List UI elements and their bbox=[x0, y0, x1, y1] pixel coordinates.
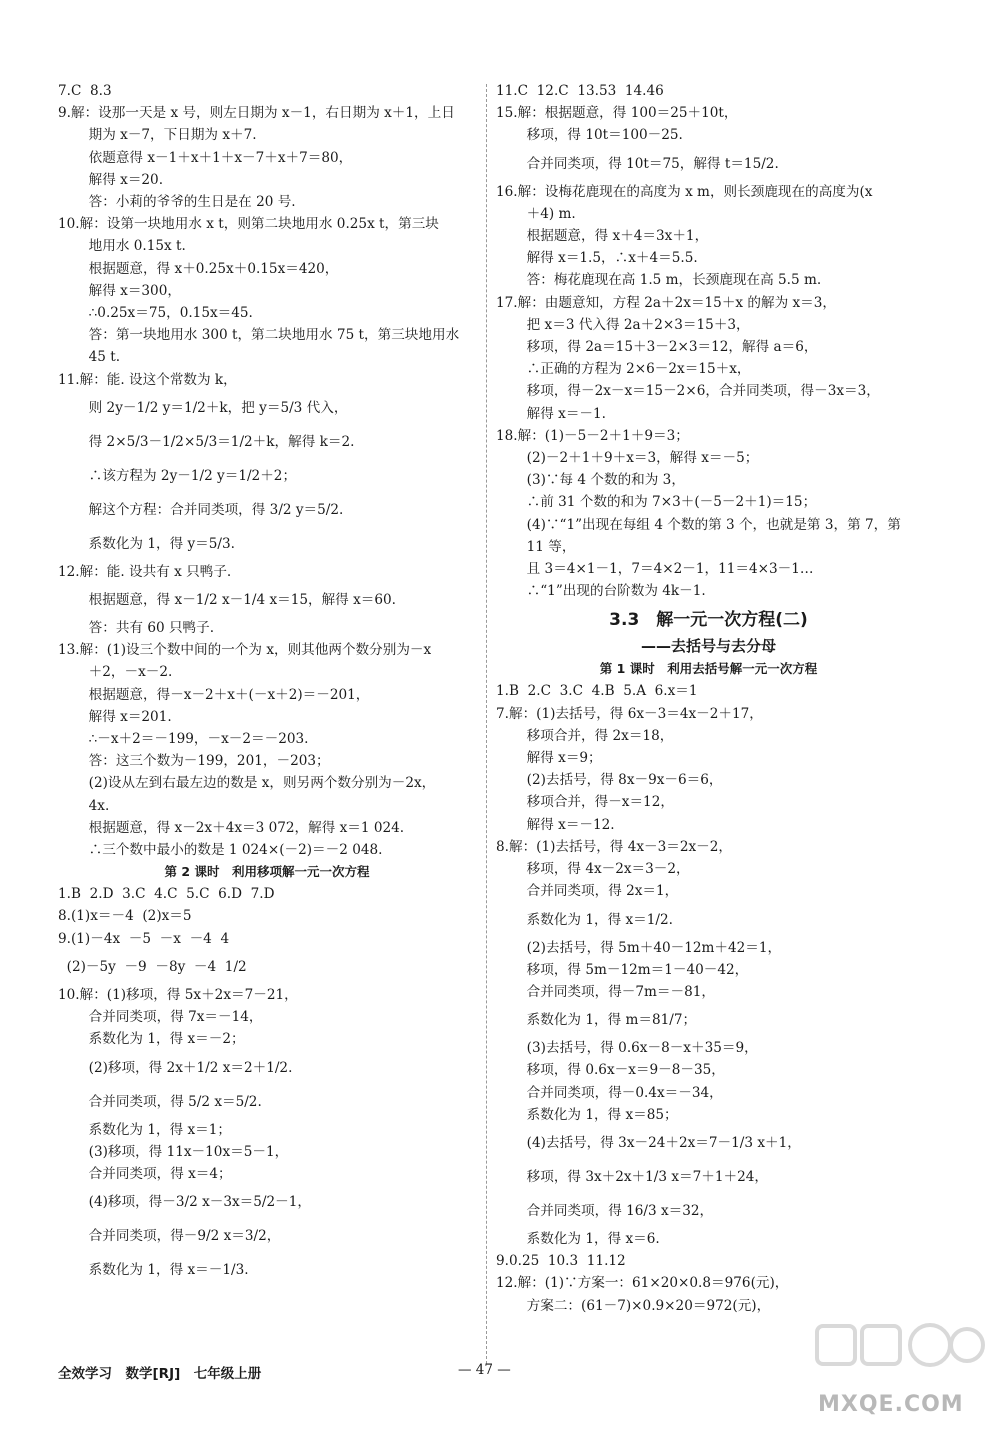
column-divider bbox=[486, 84, 488, 1364]
answer-line: 11.C 12.C 13.53 14.46 bbox=[496, 83, 664, 99]
answer-line: 9.解：设那一天是 x 号，则左日期为 x－1，右日期为 x＋1，上日 bbox=[58, 105, 455, 122]
lesson-heading: 第 2 课时 利用移项解一元一次方程 bbox=[164, 864, 370, 880]
answer-line: (3)移项，得 11x－10x＝5－1， bbox=[80, 1143, 289, 1160]
answer-line: 期为 x－7，下日期为 x＋7. bbox=[80, 127, 257, 144]
answer-line: 11 等， bbox=[518, 538, 576, 555]
section-title: 3.3 解一元一次方程(二) bbox=[609, 610, 808, 631]
lesson-heading: 第 1 课时 利用去括号解一元一次方程 bbox=[599, 661, 818, 677]
answer-line: 把 x＝3 代入得 2a＋2×3＝15＋3， bbox=[518, 316, 750, 333]
answer-line: 根据题意，得 x－2x＋4x＝3 072，解得 x＝1 024. bbox=[80, 819, 405, 836]
answer-line: 12.解：能. 设共有 x 只鸭子. bbox=[58, 563, 232, 580]
answer-line: 系数化为 1，得 x＝85； bbox=[518, 1106, 678, 1123]
answer-line: 11.解：能. 设这个常数为 k， bbox=[58, 371, 237, 388]
answer-line: 合并同类项，得 7x＝－14， bbox=[80, 1009, 263, 1026]
answer-line: 系数化为 1，得 x＝1/2. bbox=[518, 911, 673, 928]
answer-line: (4)∵“1”出现在每组 4 个数的第 3 个，也就是第 3，第 7，第 bbox=[518, 516, 901, 533]
answer-line: ∴正确的方程为 2×6－2x＝15＋x， bbox=[518, 361, 751, 378]
answer-line: 解得 x＝201. bbox=[80, 708, 172, 725]
answer-line: 根据题意，得 x＋4＝3x＋1， bbox=[518, 228, 709, 245]
answer-line: 7.C 8.3 bbox=[58, 83, 112, 99]
answer-line: 移项，得 4x－2x＝3－2， bbox=[518, 861, 690, 878]
answer-line: 移项，得 5m－12m＝1－40－42， bbox=[518, 961, 749, 978]
answer-line: ∴三个数中最小的数是 1 024×(－2)＝－2 048. bbox=[80, 842, 383, 859]
answer-line: 系数化为 1，得 x＝－1/3. bbox=[80, 1262, 249, 1279]
answer-line: 解得 x＝9； bbox=[518, 750, 602, 767]
answer-line: 合并同类项，得 x＝4； bbox=[80, 1165, 232, 1182]
answer-line: ∴该方程为 2y－1/2 y＝1/2＋2； bbox=[80, 467, 297, 484]
answer-line: 系数化为 1，得 x＝6. bbox=[518, 1230, 660, 1247]
answer-line: ∴0.25x＝75，0.15x＝45. bbox=[80, 305, 253, 322]
answer-line: 合并同类项，得 16/3 x＝32， bbox=[518, 1202, 714, 1219]
answer-line: 7.解：(1)去括号，得 6x－3＝4x－2＋17， bbox=[496, 705, 763, 722]
answer-line: 9.(1)－4x －5 －x －4 4 bbox=[58, 930, 230, 947]
answer-line: 移项，得－2x－x＝15－2×6，合并同类项，得－3x＝3， bbox=[518, 383, 880, 400]
answer-line: 答：这三个数为－199，201，－203； bbox=[80, 753, 330, 770]
answer-line: 12.解：(1)∵方案一：61×20×0.8＝976(元)， bbox=[496, 1275, 789, 1292]
answer-line: 9.0.25 10.3 11.12 bbox=[496, 1253, 626, 1270]
answer-line: 答：共有 60 只鸭子. bbox=[80, 620, 215, 637]
answer-line: (2)去括号，得 8x－9x－6＝6， bbox=[518, 772, 723, 789]
answer-line: (2)－2＋1＋9＋x＝3，解得 x＝－5； bbox=[518, 450, 759, 467]
answer-line: (2)设从左到右最左边的数是 x，则另两个数分别为－2x， bbox=[80, 775, 436, 792]
answer-line: ∴－x＋2＝－199，－x－2＝－203. bbox=[80, 731, 309, 748]
answer-line: 系数化为 1，得 x＝－2； bbox=[80, 1031, 245, 1048]
answer-line: 根据题意，得－x－2＋x＋(－x＋2)＝－201， bbox=[80, 686, 370, 703]
answer-line: 解得 x＝－12. bbox=[518, 816, 615, 833]
answer-line: 方案二：(61－7)×0.9×20＝972(元)， bbox=[518, 1297, 771, 1314]
answer-line: ∴“1”出现的台阶数为 4k－1. bbox=[518, 583, 706, 600]
left-column bbox=[58, 80, 476, 1287]
answer-line: 解得 x＝1.5，∴x＋4＝5.5. bbox=[518, 250, 698, 267]
answer-line: 13.解：(1)设三个数中间的一个为 x，则其他两个数分别为－x bbox=[58, 642, 432, 659]
answer-line: 1.B 2.D 3.C 4.C 5.C 6.D 7.D bbox=[58, 886, 275, 903]
answer-line: ∴前 31 个数的和为 7×3＋(－5－2＋1)＝15； bbox=[518, 494, 817, 511]
answer-line: 合并同类项，得 2x＝1， bbox=[518, 883, 679, 900]
answer-line: 根据题意，得 x－1/2 x－1/4 x＝15，解得 x＝60. bbox=[80, 592, 396, 609]
answer-line: (3)∵每 4 个数的和为 3， bbox=[518, 472, 685, 489]
answer-line: 移项，得 2a＝15＋3－2×3＝12，解得 a＝6， bbox=[518, 339, 818, 356]
answer-line: 移项，得 10t＝100－25. bbox=[518, 127, 683, 144]
answer-line: (2)－5y －9 －8y －4 1/2 bbox=[58, 958, 247, 975]
answer-line: 且 3＝4×1－1，7＝4×2－1，11＝4×3－1… bbox=[518, 561, 814, 578]
answer-line: 合并同类项，得－0.4x＝－34， bbox=[518, 1084, 723, 1101]
page-number: — 47 — bbox=[458, 1362, 511, 1378]
answer-line: 答：小莉的爷爷的生日是在 20 号. bbox=[80, 194, 296, 211]
answer-line: 合并同类项，得－9/2 x＝3/2， bbox=[80, 1228, 281, 1245]
answer-line: 15.解：根据题意，得 100＝25＋10t， bbox=[496, 105, 738, 122]
section-subtitle: ——去括号与去分母 bbox=[640, 637, 776, 656]
answer-line: 答：第一块地用水 300 t，第二块地用水 75 t，第三块地用水 bbox=[80, 327, 460, 344]
answer-line: 8.解：(1)去括号，得 4x－3＝2x－2， bbox=[496, 838, 733, 855]
answer-line: 18.解：(1)－5－2＋1＋9＝3； bbox=[496, 427, 689, 444]
answer-line: (3)去括号，得 0.6x－8－x＋35＝9， bbox=[518, 1040, 758, 1057]
answer-line: 依题意得 x－1＋x＋1＋x－7＋x＋7＝80， bbox=[80, 149, 353, 166]
answer-line: 45 t. bbox=[80, 349, 121, 366]
answer-line: 4x. bbox=[80, 797, 110, 814]
answer-line: 解得 x＝20. bbox=[80, 171, 164, 188]
answer-line: 移项合并，得 2x＝18， bbox=[518, 727, 674, 744]
answer-line: 系数化为 1，得 y＝5/3. bbox=[80, 535, 235, 552]
answer-line: 1.B 2.C 3.C 4.B 5.A 6.x＝1 bbox=[496, 683, 698, 700]
right-column bbox=[496, 80, 921, 1317]
answer-line: (4)移项，得－3/2 x－3x＝5/2－1， bbox=[80, 1194, 311, 1211]
answer-line: 解得 x＝－1. bbox=[518, 405, 606, 422]
answer-line: 得 2×5/3－1/2×5/3＝1/2＋k，解得 k＝2. bbox=[80, 433, 355, 450]
answer-line: 移项，得 0.6x－x＝9－8－35， bbox=[518, 1062, 725, 1079]
answer-line: 合并同类项，得 5/2 x＝5/2. bbox=[80, 1093, 262, 1110]
answer-line: ＋2，－x－2. bbox=[80, 664, 173, 681]
answer-line: 解这个方程：合并同类项，得 3/2 y＝5/2. bbox=[80, 501, 344, 518]
answer-line: 8.(1)x＝－4 (2)x＝5 bbox=[58, 908, 192, 925]
watermark-text: MXQE.COM bbox=[818, 1392, 964, 1417]
answer-line: 移项合并，得－x＝12， bbox=[518, 794, 674, 811]
answer-line: 合并同类项，得 10t＝75，解得 t＝15/2. bbox=[518, 155, 779, 172]
answer-line: 答：梅花鹿现在高 1.5 m，长颈鹿现在高 5.5 m. bbox=[518, 272, 822, 289]
answer-line: 则 2y－1/2 y＝1/2＋k，把 y＝5/3 代入， bbox=[80, 399, 348, 416]
answer-line: 移项，得 3x＋2x＋1/3 x＝7＋1＋24， bbox=[518, 1168, 768, 1185]
answer-line: 解得 x＝300， bbox=[80, 282, 181, 299]
answer-line: 17.解：由题意知，方程 2a＋2x＝15＋x 的解为 x＝3， bbox=[496, 294, 837, 311]
answer-line: 根据题意，得 x＋0.25x＋0.15x＝420， bbox=[80, 260, 339, 277]
answer-line: 系数化为 1，得 x＝1； bbox=[80, 1121, 231, 1138]
answer-line: ＋4) m. bbox=[518, 205, 576, 222]
answer-line: 合并同类项，得－7m＝－81， bbox=[518, 983, 716, 1000]
answer-line: 10.解：设第一块地用水 x t，则第二块地用水 0.25x t，第三块 bbox=[58, 216, 439, 233]
answer-line: (2)去括号，得 5m＋40－12m＋42＝1， bbox=[518, 939, 782, 956]
answer-line: 地用水 0.15x t. bbox=[80, 238, 186, 255]
answer-line: 10.解：(1)移项，得 5x＋2x＝7－21， bbox=[58, 986, 298, 1003]
answer-line: (2)移项，得 2x＋1/2 x＝2＋1/2. bbox=[80, 1059, 293, 1076]
book-footer: 全效学习 数学[RJ] 七年级上册 bbox=[58, 1366, 262, 1382]
answer-line: 系数化为 1，得 m＝81/7； bbox=[518, 1012, 697, 1029]
answer-line: 16.解：设梅花鹿现在的高度为 x m，则长颈鹿现在的高度为(x bbox=[496, 183, 873, 200]
answer-line: (4)去括号，得 3x－24＋2x＝7－1/3 x＋1， bbox=[518, 1134, 801, 1151]
